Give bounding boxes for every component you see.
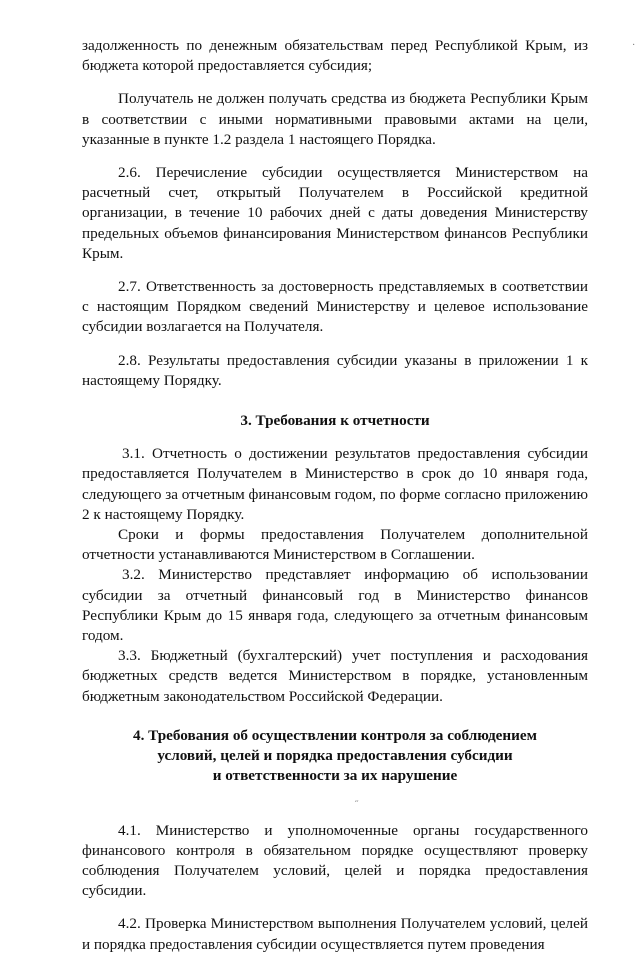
section-4-title-line-2: условий, целей и порядка предоставления субсидии xyxy=(157,747,513,765)
section-3-title: 3. Требования к отчетности xyxy=(240,412,430,430)
paragraph-3-3: 3.3. Бюджетный (бухгалтерский) учет поступления и расходования бюджетных средств ведется Министерством в порядке, установленным бюджетным законодательством Российской Федерации. xyxy=(82,647,588,705)
paragraph-3-2: 3.2. Министерство представляет информацию об использовании субсидии за отчетный финансовый год в Министерство финансов Республики Крым до 15 января года, следующего за отчетным финансовым годом. xyxy=(82,566,588,645)
section-4-title-line-1: 4. Требования об осуществлении контроля за соблюдением xyxy=(132,726,538,744)
paragraph-recipient-restriction: Получатель не должен получать средства из бюджета Республики Крым в соответствии с иными нормативными правовыми актами на цели, указанные в пункте 1.2 раздела 1 настоящего Порядка. xyxy=(82,90,588,148)
scan-speck: ˝ xyxy=(355,800,359,811)
paragraph-2-8: 2.8. Результаты предоставления субсидии указаны в приложении 1 к настоящему Порядку. xyxy=(82,351,588,389)
scan-speck: · xyxy=(632,40,636,51)
section-4-title xyxy=(82,726,588,787)
paragraph-debt: задолженность по денежным обязательствам перед Республикой Крым, из бюджета которой предоставляется субсидия; xyxy=(82,37,588,75)
document-page xyxy=(82,36,588,955)
paragraph-3-1-extra: Сроки и формы предоставления Получателем дополнительной отчетности устанавливаются Министерством в Соглашении. xyxy=(82,526,588,564)
section-4-title-line-3: и ответственности за их нарушение xyxy=(212,767,458,785)
paragraph-2-6: 2.6. Перечисление субсидии осуществляется Министерством на расчетный счет, открытый Получателем в Российской кредитной организации, в течение 10 рабочих дней с даты доведения Министерству предельных объемов финансирования Министерством финансов Республики Крым. xyxy=(82,164,588,262)
paragraph-4-2: 4.2. Проверка Министерством выполнения Получателем условий, целей и порядка предоставления субсидии осуществляется путем проведения xyxy=(82,915,588,953)
paragraph-4-1: 4.1. Министерство и уполномоченные органы государственного финансового контроля в обязательном порядке осуществляют проверку соблюдения Получателем условий, целей и порядка предоставления субсидии. xyxy=(82,821,588,900)
paragraph-3-1: 3.1. Отчетность о достижении результатов предоставления субсидии предоставляется Получателем в Министерство в срок до 10 января года, следующего за отчетным финансовым годом, по форме согласно приложению 2 к настоящему Порядку. xyxy=(82,445,588,523)
paragraph-2-7: 2.7. Ответственность за достоверность представляемых в соответствии с настоящим Порядком сведений Министерству и целевое использование субсидии возлагается на Получателя. xyxy=(82,278,588,336)
